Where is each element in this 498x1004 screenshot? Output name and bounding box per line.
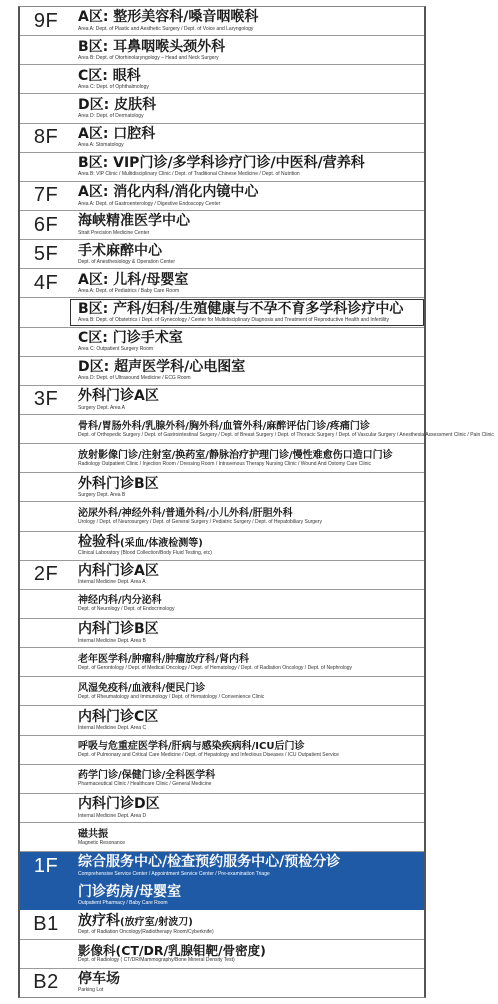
department-name-note: (放疗室/射波刀) xyxy=(120,916,193,928)
department-entry xyxy=(72,7,424,35)
department-name-zh xyxy=(78,972,420,987)
department-name-zh xyxy=(78,741,420,752)
department-name-en: Internal Medicine Dept. Area C xyxy=(78,725,147,732)
department-entry xyxy=(72,502,424,530)
directory-row xyxy=(20,444,424,473)
department-name-zh xyxy=(78,622,420,637)
department-name-zh xyxy=(78,185,420,200)
floor-label: B2 xyxy=(33,971,59,994)
department-name-en: Dept. of Rheumatology and Immunology / Dept. of Hematology / Convenience Clinic xyxy=(78,693,265,700)
floor-label: 6F xyxy=(33,213,59,236)
floor-label xyxy=(20,648,72,676)
floor-label: 5F xyxy=(33,242,59,265)
department-entry xyxy=(72,386,424,414)
department-entry xyxy=(72,706,424,734)
department-entry xyxy=(72,765,424,793)
department-name-main: A区: 儿科/母婴室 xyxy=(78,271,189,288)
directory-row xyxy=(20,969,424,997)
floor-label xyxy=(20,473,72,501)
department-entry xyxy=(72,794,424,822)
floor-label: 3F xyxy=(33,388,59,411)
department-name-main: B区: 耳鼻咽喉头颈外科 xyxy=(78,38,226,55)
department-entry xyxy=(72,240,424,268)
department-name-en: Urology / Dept. of Neurosurgery / Dept. of General Surgery / Pediatric Surgery / Dept. of Hepatobiliary Surgery xyxy=(78,518,322,525)
department-name-en: Area D: Dept. of Dermatology xyxy=(78,113,144,120)
department-name-en: Dept. of Anesthesiology & Operation Center xyxy=(78,258,176,265)
floor-label xyxy=(20,794,72,822)
department-name-main: D区: 超声医学科/心电图室 xyxy=(78,359,246,376)
department-name-en: Radiology Outpatient Clinic / Injection Room / Dressing Room / Intravenous Therapy Nursing Clinic / Wound And Ostomy Care Clinic xyxy=(78,460,372,467)
department-name-en: Area A: Stomatology xyxy=(78,142,124,149)
department-name-en: Pharmaceutical Clinic / Healthcare Clinic / General Medicine xyxy=(78,781,212,788)
department-entry xyxy=(72,94,424,122)
department-name-zh xyxy=(78,127,420,142)
department-name-main: B区: 产科/妇科/生殖健康与不孕不育多学科诊疗中心 xyxy=(78,300,404,317)
floor-label xyxy=(20,502,72,530)
floor-label xyxy=(20,881,72,909)
directory-row xyxy=(20,124,424,153)
floor-label: 9F xyxy=(33,9,59,32)
department-entry xyxy=(72,36,424,64)
department-name-zh xyxy=(78,40,420,55)
department-name-en: Internal Medicine Dept. Area D xyxy=(78,812,147,819)
department-name-zh xyxy=(78,302,419,317)
floor-label xyxy=(20,36,72,64)
department-name-en: Dept. of Radiology ( CT/DR/Mammography/Bone Mineral Density Test) xyxy=(78,957,235,964)
department-name-zh xyxy=(78,69,420,84)
directory-row xyxy=(20,328,424,357)
department-name-main: 影像科(CT/DR/乳腺钼靶/骨密度) xyxy=(78,942,266,958)
department-entry xyxy=(72,736,424,764)
directory-row xyxy=(20,910,424,939)
department-entry xyxy=(72,328,424,356)
department-entry xyxy=(72,211,424,239)
directory-row xyxy=(20,561,424,590)
department-name-main: 骨科/胃肠外科/乳腺外科/胸外科/血管外科/麻醉评估门诊/疼痛门诊 xyxy=(78,420,370,432)
department-name-zh xyxy=(78,508,420,519)
department-name-zh xyxy=(78,654,420,665)
department-name-en: Surgery Dept. Area A xyxy=(78,404,125,411)
department-name-main: 泌尿外科/神经外科/普通外科/小儿外科/肝胆外科 xyxy=(78,507,293,519)
directory-row xyxy=(20,794,424,823)
directory-row xyxy=(20,706,424,735)
directory-row xyxy=(20,473,424,502)
department-name-en: Dept. of Orthopedic Surgery / Dept. of Gastrointestinal Surgery / Dept. of Breast Surgery / Dept. of Thoracic Surgery / Dept. of Vascular Surgery / Anesthesia Assessment Clinic / Pain Clinic xyxy=(78,431,494,438)
department-name-main: A区: 消化内科/消化内镜中心 xyxy=(78,184,259,201)
department-name-zh xyxy=(78,535,420,550)
department-name-en: Area A: Dept. of Pediatrics / Baby Care Room xyxy=(78,288,180,295)
department-name-main: 呼吸与危重症医学科/肝病与感染疾病科/ICU后门诊 xyxy=(78,741,305,753)
floor-label xyxy=(20,532,72,560)
department-name-main: 外科门诊A区 xyxy=(78,388,159,405)
floor-label xyxy=(20,736,72,764)
department-name-zh xyxy=(78,595,420,606)
department-name-main: 风湿免疫科/血液科/便民门诊 xyxy=(78,682,206,694)
department-name-en: Area D: Dept. of Ultrasound Medicine / ECG Room xyxy=(78,375,191,382)
directory-row xyxy=(20,153,424,182)
floor-label: 7F xyxy=(33,184,59,207)
department-name-main: 检验科 xyxy=(78,533,120,550)
department-name-main: 外科门诊B区 xyxy=(78,475,159,492)
floor-label xyxy=(20,619,72,647)
department-name-main: 老年医学科/肿瘤科/肿瘤放疗科/肾内科 xyxy=(78,653,249,665)
department-name-zh xyxy=(78,944,420,958)
department-entry xyxy=(72,561,424,589)
department-name-note: (采血/体液检测等) xyxy=(120,537,203,549)
directory-row xyxy=(20,590,424,619)
floor-label xyxy=(20,823,72,851)
department-name-zh xyxy=(78,10,420,25)
department-name-zh xyxy=(78,683,420,694)
department-entry xyxy=(72,677,424,705)
directory-row xyxy=(20,94,424,123)
department-name-main: 内科门诊C区 xyxy=(78,708,159,725)
department-name-main: 神经内科/内分泌科 xyxy=(78,595,162,607)
directory-row xyxy=(20,240,424,269)
department-name-en: Area A: Dept. of Gastroenterology / Digestive Endoscopy Center xyxy=(78,200,221,207)
department-name-en: Parking Lot xyxy=(78,987,104,994)
directory-row xyxy=(20,211,424,240)
directory-row xyxy=(20,852,424,881)
department-name-main: D区: 皮肤科 xyxy=(78,96,157,113)
department-name-en: Area A: Dept. of Plastic and Aesthetic Surgery / Dept. of Voice and Laryngology xyxy=(78,25,254,32)
department-name-en: Magnetic Resonance xyxy=(78,839,125,846)
department-name-main: 综合服务中心/检查预约服务中心/预检分诊 xyxy=(78,854,341,871)
floor-label: 8F xyxy=(33,126,59,149)
directory-row xyxy=(20,298,424,327)
directory-row xyxy=(20,269,424,298)
department-entry xyxy=(72,269,424,297)
department-name-en: Area B: Dept. of Otorhinolaryngology – Head and Neck Surgery xyxy=(78,54,219,61)
directory-row xyxy=(20,532,424,561)
department-entry xyxy=(72,473,424,501)
department-name-en: Internal Medicine Dept. Area A xyxy=(78,579,146,586)
department-name-zh xyxy=(78,98,420,113)
department-name-zh xyxy=(78,389,420,404)
directory-row xyxy=(20,648,424,677)
directory-row xyxy=(20,619,424,648)
department-name-main: 手术麻醉中心 xyxy=(78,242,162,259)
department-entry xyxy=(72,648,424,676)
department-name-main: B区: VIP门诊/多学科诊疗门诊/中医科/营养科 xyxy=(78,155,365,172)
department-entry xyxy=(72,940,424,968)
department-name-zh xyxy=(78,244,420,259)
department-name-en: Strait Precision Medicine Center xyxy=(78,229,150,236)
department-entry xyxy=(70,299,424,325)
department-name-main: 停车场 xyxy=(78,971,120,988)
department-name-en: Area C: Dept. of Ophthalmology xyxy=(78,84,149,91)
department-entry xyxy=(72,619,424,647)
department-name-zh xyxy=(78,914,420,929)
department-name-zh xyxy=(78,885,420,900)
department-name-zh xyxy=(78,421,494,432)
directory-row xyxy=(20,677,424,706)
department-name-en: Outpatient Pharmacy / Baby Care Room xyxy=(78,899,168,906)
department-entry xyxy=(72,969,424,997)
department-name-main: 磁共振 xyxy=(78,828,108,840)
directory-row xyxy=(20,736,424,765)
department-name-main: 放射影像门诊/注射室/换药室/静脉治疗护理门诊/慢性难愈伤口造口门诊 xyxy=(78,449,393,461)
department-name-main: 内科门诊D区 xyxy=(78,796,160,813)
department-entry xyxy=(72,153,424,181)
department-entry xyxy=(72,852,424,880)
department-name-en: Internal Medicine Dept. Area B xyxy=(78,637,146,644)
directory-row xyxy=(20,881,424,910)
department-entry xyxy=(72,124,424,152)
floor-label xyxy=(20,298,72,326)
department-name-zh xyxy=(78,273,420,288)
directory-row xyxy=(20,65,424,94)
department-entry xyxy=(72,357,424,385)
directory-row xyxy=(20,7,424,36)
floor-label xyxy=(20,765,72,793)
department-name-en: Dept. of Radiation Oncology(Radiotherapy Room/Cyberknife) xyxy=(78,929,214,936)
directory-row xyxy=(20,502,424,531)
department-name-en: Clinical Laboratory (Blood Collection/Body Fluid Testing, etc) xyxy=(78,550,212,557)
department-name-zh xyxy=(78,855,420,870)
floor-label: 2F xyxy=(33,563,59,586)
department-name-zh xyxy=(78,797,420,812)
floor-label: B1 xyxy=(33,912,59,935)
directory-row xyxy=(20,386,424,415)
directory-row xyxy=(20,823,424,852)
department-name-zh xyxy=(78,829,420,840)
directory-row xyxy=(20,36,424,65)
department-name-main: 海峡精准医学中心 xyxy=(78,213,190,230)
floor-label xyxy=(20,444,72,472)
department-name-en: Comprehensive Service Center / Appointment Service Center / Pre-examination Triage xyxy=(78,870,270,877)
department-name-main: A区: 整形美容科/嗓音咽喉科 xyxy=(78,9,259,26)
department-name-en: Surgery Dept. Area B xyxy=(78,492,126,499)
department-name-main: C区: 门诊手术室 xyxy=(78,329,183,346)
department-entry xyxy=(72,415,498,443)
directory-row xyxy=(20,765,424,794)
floor-label xyxy=(20,153,72,181)
department-name-main: C区: 眼科 xyxy=(78,67,141,84)
department-name-main: 药学门诊/保健门诊/全科医学科 xyxy=(78,770,216,782)
department-entry xyxy=(72,65,424,93)
department-name-en: Dept. of Neurology / Dept. of Endocrinology xyxy=(78,606,175,613)
department-name-main: A区: 口腔科 xyxy=(78,125,156,142)
department-entry xyxy=(72,590,424,618)
department-name-zh xyxy=(78,360,420,375)
department-name-en: Area B: Dept. of Obstetrics / Dept. of Gynecology / Center for Multidisciplinary Diagnosis and Treatment of Reproductive Health and Infertility xyxy=(78,317,389,324)
department-name-zh xyxy=(78,477,420,492)
department-name-zh xyxy=(78,710,420,725)
floor-label: 4F xyxy=(33,271,59,294)
floor-label xyxy=(20,706,72,734)
floor-label xyxy=(20,94,72,122)
directory-row xyxy=(20,415,494,444)
department-name-zh xyxy=(78,156,420,171)
department-entry xyxy=(72,910,424,938)
department-name-en: Area B: VIP Clinic / Multidisciplinary Clinic / Dept. of Traditional Chinese Medicine / Dept. of Nutrition xyxy=(78,171,300,178)
department-name-main: 放疗科 xyxy=(78,912,120,929)
department-name-zh xyxy=(78,770,420,781)
floor-label xyxy=(20,65,72,93)
floor-label xyxy=(20,357,72,385)
department-name-zh xyxy=(78,214,420,229)
department-name-zh xyxy=(78,450,420,461)
directory-row xyxy=(20,940,424,969)
floor-label xyxy=(20,590,72,618)
department-entry xyxy=(72,823,424,851)
department-name-zh xyxy=(78,331,420,346)
department-entry xyxy=(72,881,424,909)
department-name-en: Dept. of Pulmonary and Critical Care Medicine / Dept. of Hepatology and Infectious Diseases / ICU Outpatient Service xyxy=(78,752,339,759)
department-name-main: 内科门诊A区 xyxy=(78,563,159,580)
floor-directory-board xyxy=(18,6,494,998)
floor-label: 1F xyxy=(33,854,59,877)
department-name-zh xyxy=(78,564,420,579)
department-entry xyxy=(72,182,424,210)
directory-row xyxy=(20,357,424,386)
directory-row xyxy=(20,182,424,211)
department-name-en: Area C: Outpatient Surgery Room xyxy=(78,346,154,353)
floor-label xyxy=(20,328,72,356)
floor-label xyxy=(20,677,72,705)
floor-label xyxy=(20,415,72,443)
department-entry xyxy=(72,532,424,560)
department-name-en: Dept. of Gerontology / Dept. of Medical Oncology / Dept. of Hematology / Dept. of Radiation Oncology / Dept. of Nephrology xyxy=(78,664,353,671)
department-entry xyxy=(72,444,424,472)
department-name-main: 内科门诊B区 xyxy=(78,621,159,638)
department-name-main: 门诊药房/母婴室 xyxy=(78,883,182,900)
floor-label xyxy=(20,940,72,968)
